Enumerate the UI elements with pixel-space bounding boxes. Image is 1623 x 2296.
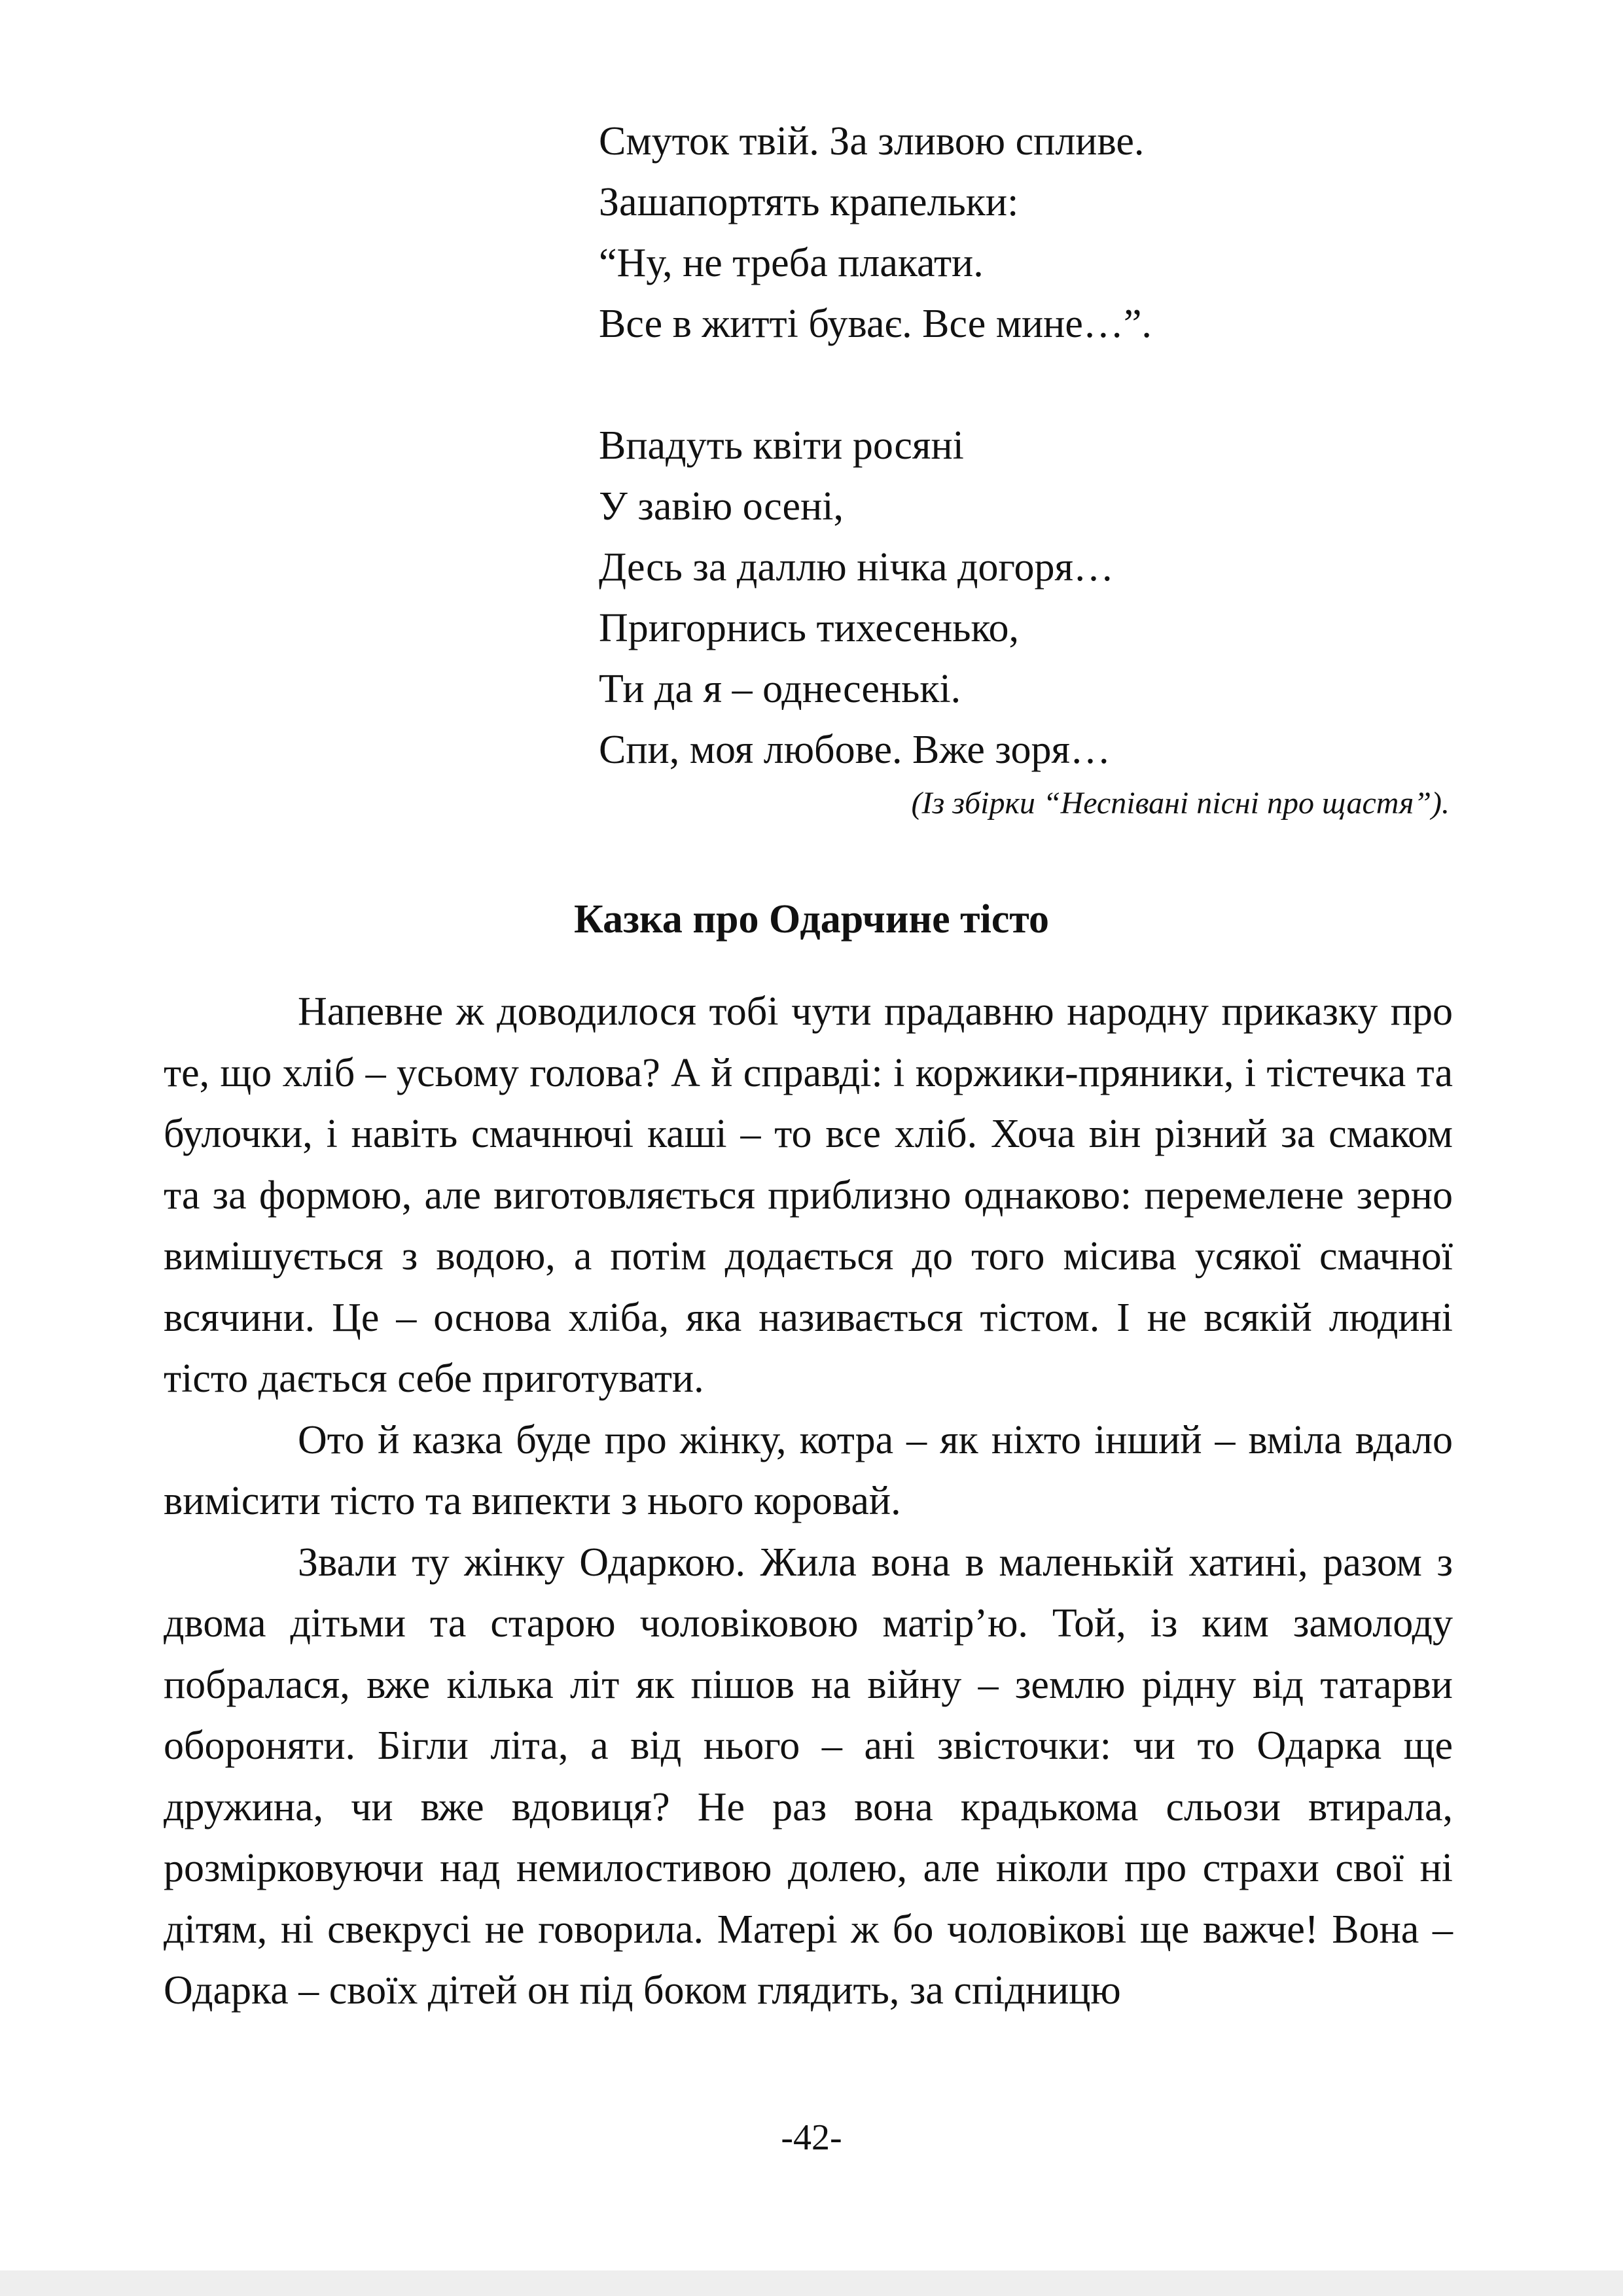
- story-paragraph: Напевне ж доводилося тобі чути прадавню народну приказку про те, що хліб – усьому голова? А й справді: і коржики-пряники, і тістечка та булочки, і навіть смачнючі каші – то все хліб. Хоча він різний за смаком та за формою, але виготовляється приблизно однаково: перемелене зерно вимішується з водою, а потім додається до того місива усякої смачної всячини. Це – основа хліба, яка називається тістом. І не всякій людині тісто дається себе приготувати.: [164, 989, 1453, 1401]
- poem-line: Все в житті буває. Все мине…”.: [599, 302, 1152, 346]
- poem-line: Ти да я – однесенькі.: [599, 667, 961, 711]
- poem: [599, 111, 1515, 781]
- page-number: -42-: [781, 2117, 842, 2158]
- poem-line: Смуток твій. За зливою спливе.: [599, 119, 1145, 164]
- poem-line: Зашапортять крапельки:: [599, 180, 1019, 224]
- poem-line: Впадуть квіти росяні: [599, 423, 964, 468]
- poem-line: Десь за даллю нічка догоря…: [599, 545, 1114, 590]
- page-bottom-edge: [0, 2270, 1623, 2296]
- poem-line: У завію осені,: [599, 484, 844, 529]
- story-paragraph: Ото й казка буде про жінку, котра – як ніхто інший – вміла вдало вимісити тісто та випекти з нього коровай.: [164, 1417, 1453, 1523]
- poem-stanza-1: [599, 111, 1515, 355]
- poem-line: “Ну, не треба плакати.: [599, 241, 984, 285]
- poem-source-citation: (Із збірки “Неспівані пісні про щастя”).: [911, 786, 1450, 821]
- story-paragraph: Звали ту жінку Одаркою. Жила вона в маленькій хатині, разом з двома дітьми та старою чоловіковою матір’ю. Той, із ким замолоду побралася, вже кілька літ як пішов на війну – землю рідну від татарви обороняти. Бігли літа, а від нього – ані звісточки: чи то Одарка ще дружина, чи вже вдовиця? Не раз вона крадькома сльози втирала, розмірковуючи над немилостивою долею, але ніколи про страхи свої ні дітям, ні свекрусі не говорила. Матері ж бо чоловікові ще важче! Вона – Одарка – своїх дітей он під боком глядить, за спідницю: [164, 1540, 1453, 2013]
- story-title: Казка про Одарчине тісто: [573, 897, 1050, 942]
- poem-stanza-2: [599, 415, 1515, 781]
- poem-line: Спи, моя любове. Вже зоря…: [599, 728, 1111, 772]
- poem-line: Пригорнись тихесенько,: [599, 606, 1020, 650]
- story-body: [164, 981, 1453, 2022]
